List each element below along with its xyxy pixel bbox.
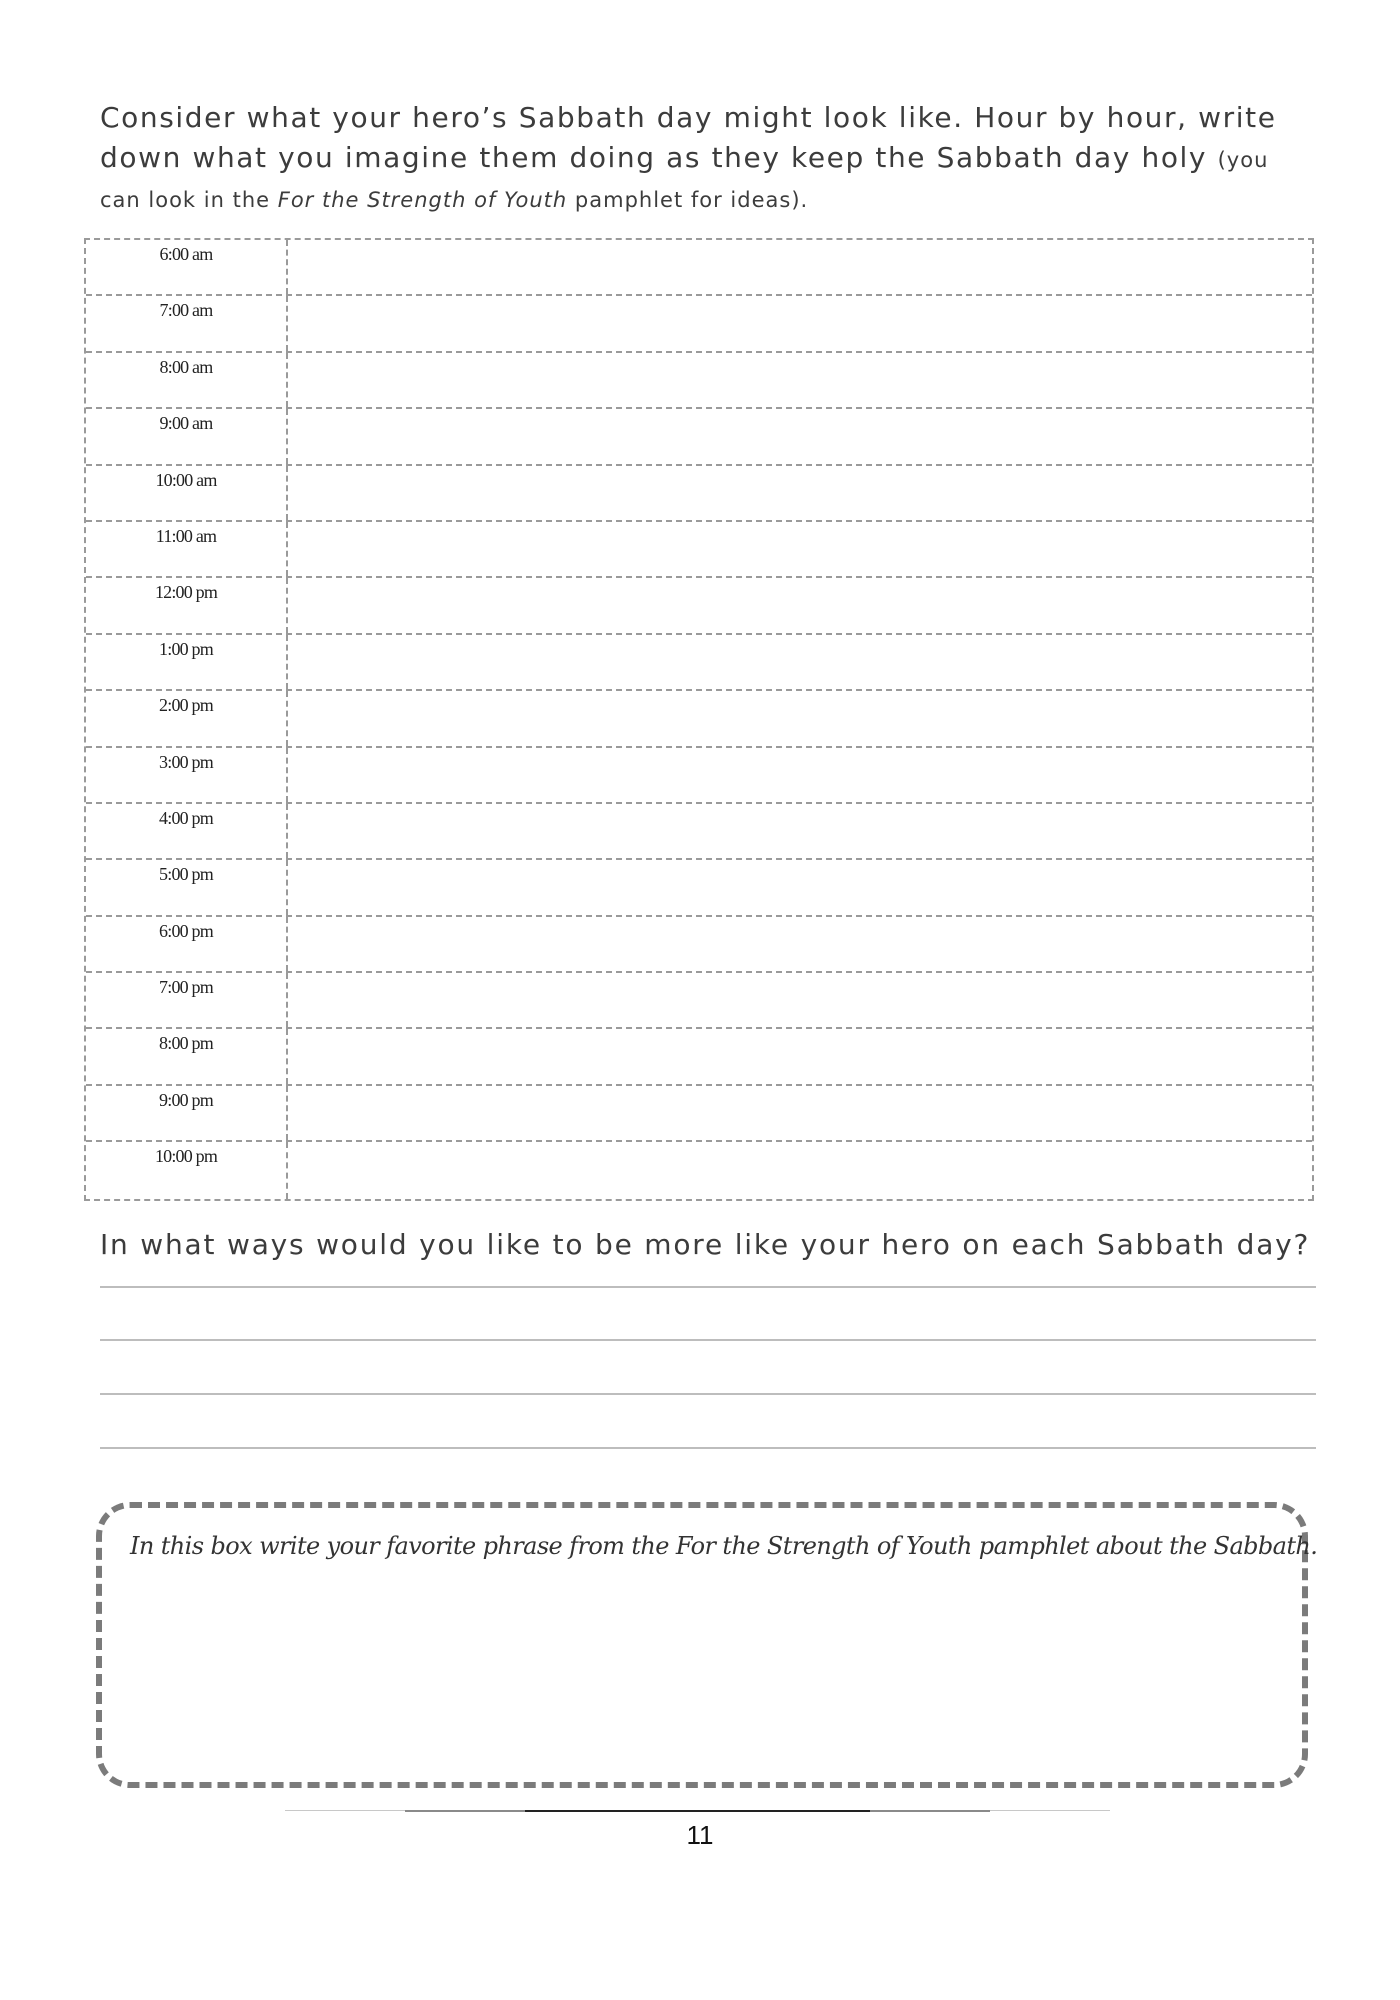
schedule-row: [86, 522, 1312, 578]
reflection-question: In what ways would you like to be more like your hero on each Sabbath day?: [100, 1228, 1311, 1261]
favorite-phrase-prompt: [130, 1532, 1317, 1560]
time-label: 10:00 am: [86, 466, 288, 520]
activity-entry-cell[interactable]: [288, 466, 1312, 520]
schedule-row: [86, 804, 1312, 860]
time-label: 6:00 pm: [86, 917, 288, 971]
time-label: 12:00 pm: [86, 578, 288, 632]
time-label: 11:00 am: [86, 522, 288, 576]
time-label: 7:00 am: [86, 296, 288, 350]
schedule-row: [86, 578, 1312, 634]
instructions-line-3: [100, 180, 1310, 220]
page-number: 11: [686, 1820, 714, 1850]
activity-entry-cell[interactable]: [288, 240, 1312, 294]
schedule-row: [86, 240, 1312, 296]
activity-entry-cell[interactable]: [288, 691, 1312, 745]
schedule-row: [86, 1029, 1312, 1085]
answer-line-3[interactable]: [100, 1393, 1316, 1395]
schedule-row: [86, 1142, 1312, 1198]
time-label: 9:00 am: [86, 409, 288, 463]
time-label: 4:00 pm: [86, 804, 288, 858]
schedule-row: [86, 635, 1312, 691]
schedule-row: [86, 917, 1312, 973]
time-label: 9:00 pm: [86, 1086, 288, 1140]
pamphlet-title-reference: For the Strength of Youth: [277, 188, 568, 212]
instructions-line-1: Consider what your hero’s Sabbath day might look like. Hour by hour, write: [100, 101, 1277, 134]
instructions-line-2-aside: (you: [1217, 148, 1269, 172]
hourly-schedule-table: [84, 238, 1314, 1201]
phrase-pamphlet-title: For the Strength of Youth: [675, 1532, 972, 1560]
schedule-row: [86, 691, 1312, 747]
footer-rule-inner: [525, 1810, 870, 1812]
schedule-row: [86, 409, 1312, 465]
schedule-row: [86, 296, 1312, 352]
activity-entry-cell[interactable]: [288, 1086, 1312, 1140]
time-label: 8:00 am: [86, 353, 288, 407]
schedule-row: [86, 973, 1312, 1029]
schedule-row: [86, 466, 1312, 522]
activity-entry-cell[interactable]: [288, 860, 1312, 914]
schedule-row: [86, 1086, 1312, 1142]
activity-entry-cell[interactable]: [288, 409, 1312, 463]
activity-entry-cell[interactable]: [288, 635, 1312, 689]
activity-entry-cell[interactable]: [288, 1142, 1312, 1198]
activity-entry-cell[interactable]: [288, 748, 1312, 802]
activity-entry-cell[interactable]: [288, 917, 1312, 971]
answer-line-2[interactable]: [100, 1339, 1316, 1341]
time-label: 3:00 pm: [86, 748, 288, 802]
phrase-prompt-end: pamphlet about the Sabbath.: [971, 1532, 1318, 1560]
time-label: 2:00 pm: [86, 691, 288, 745]
schedule-row: [86, 748, 1312, 804]
instructions-line-2: [100, 138, 1310, 180]
schedule-row: [86, 860, 1312, 916]
time-label: 5:00 pm: [86, 860, 288, 914]
time-label: 7:00 pm: [86, 973, 288, 1027]
instructions-line-3-start: can look in the: [100, 188, 278, 212]
instructions-line-2-main: down what you imagine them doing as they keep the Sabbath day holy: [100, 141, 1218, 174]
activity-entry-cell[interactable]: [288, 578, 1312, 632]
schedule-row: [86, 353, 1312, 409]
time-label: 1:00 pm: [86, 635, 288, 689]
activity-entry-cell[interactable]: [288, 973, 1312, 1027]
time-label: 6:00 am: [86, 240, 288, 294]
answer-line-1[interactable]: [100, 1286, 1316, 1288]
activity-entry-cell[interactable]: [288, 296, 1312, 350]
activity-entry-cell[interactable]: [288, 804, 1312, 858]
time-label: 8:00 pm: [86, 1029, 288, 1083]
phrase-prompt-start: In this box write your favorite phrase from the: [130, 1532, 676, 1560]
instructions-line-3-end: pamphlet for ideas).: [567, 188, 809, 212]
activity-entry-cell[interactable]: [288, 522, 1312, 576]
activity-entry-cell[interactable]: [288, 1029, 1312, 1083]
instructions-paragraph: [100, 98, 1310, 220]
time-label: 10:00 pm: [86, 1142, 288, 1198]
answer-line-4[interactable]: [100, 1447, 1316, 1449]
activity-entry-cell[interactable]: [288, 353, 1312, 407]
